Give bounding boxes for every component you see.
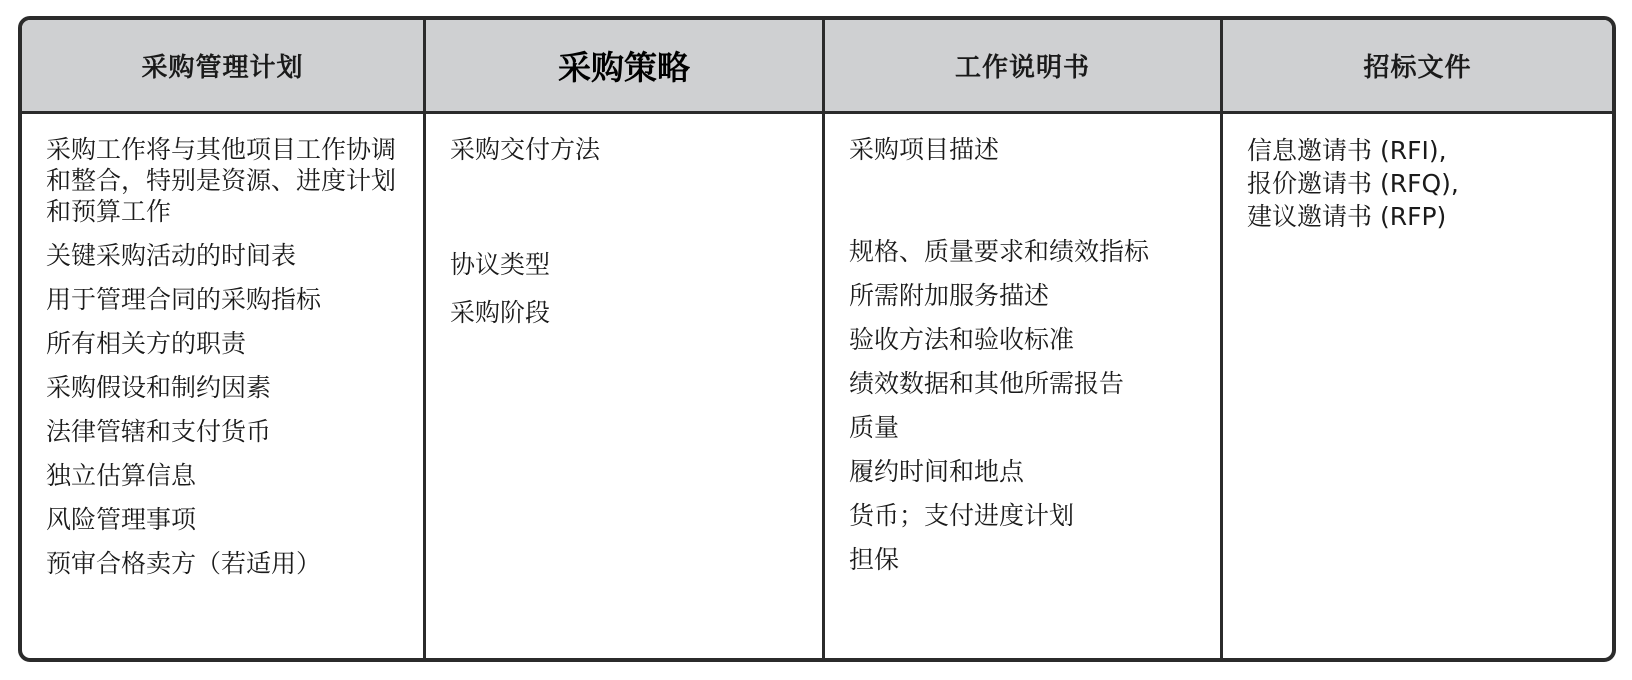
list-item: 协议类型 [450,250,551,279]
list-item: 绩效数据和其他所需报告 [849,369,1125,398]
list-item: 采购阶段 [450,298,551,327]
header-procurement-strategy: 采购策略 [426,20,825,114]
procurement-table [18,16,1616,662]
list-item: 所需附加服务描述 [849,281,1050,310]
column-statement-of-work [825,114,1223,658]
list-item: 信息邀请书 (RFI), [1247,136,1447,165]
column-procurement-management-plan [22,114,426,658]
header-procurement-management-plan: 采购管理计划 [22,20,426,114]
list-item: 采购项目描述 [849,135,1000,164]
column-bid-documents [1223,114,1612,658]
list-item: 质量 [849,413,900,442]
list-item: 法律管辖和支付货币 [46,417,272,446]
list-item: 担保 [849,545,900,574]
list-item: 用于管理合同的采购指标 [46,285,322,314]
list-item: 独立估算信息 [46,461,197,490]
header-statement-of-work: 工作说明书 [825,20,1223,114]
list-item: 预审合格卖方（若适用） [46,549,322,578]
list-item: 所有相关方的职责 [46,329,247,358]
list-item: 采购假设和制约因素 [46,373,272,402]
header-bid-documents: 招标文件 [1223,20,1612,114]
list-item: 报价邀请书 (RFQ), [1247,169,1459,198]
list-item: 货币；支付进度计划 [849,501,1075,530]
list-item: 采购交付方法 [450,135,601,164]
list-item: 履约时间和地点 [849,457,1025,486]
list-item: 采购工作将与其他项目工作协调和整合，特别是资源、进度计划和预算工作 [46,135,397,226]
list-item: 验收方法和验收标准 [849,325,1075,354]
list-item: 规格、质量要求和绩效指标 [849,237,1150,266]
column-procurement-strategy [426,114,825,658]
list-item: 关键采购活动的时间表 [46,241,297,270]
list-item: 建议邀请书 (RFP) [1247,202,1447,231]
list-item: 风险管理事项 [46,505,197,534]
